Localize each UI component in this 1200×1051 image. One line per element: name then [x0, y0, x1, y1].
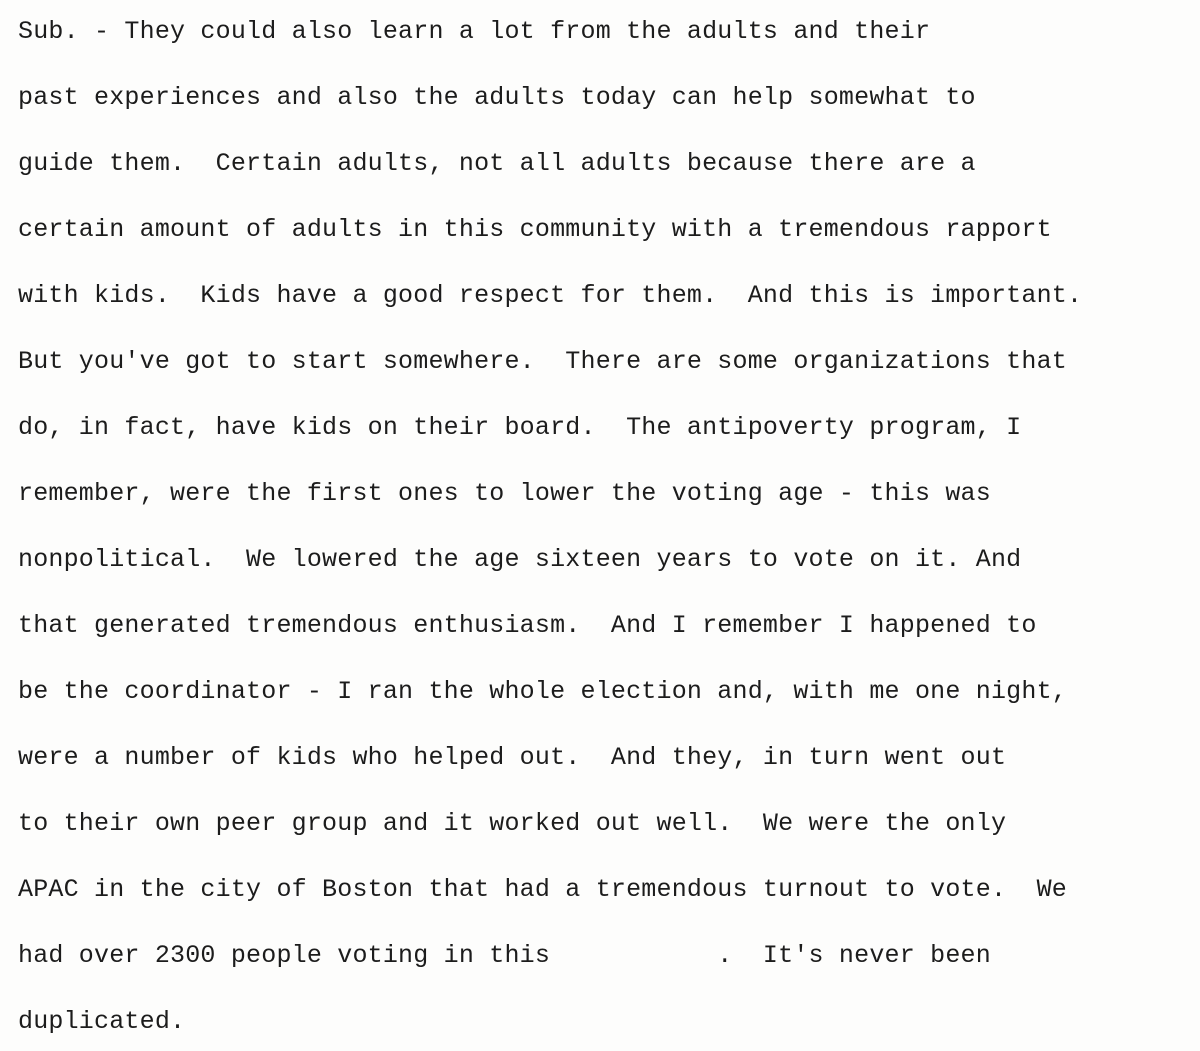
transcript-line: remember, were the first ones to lower the voting age - this was — [18, 479, 991, 508]
transcript-line: with kids. Kids have a good respect for them. And this is important. — [18, 281, 1083, 310]
transcript-line: be the coordinator - I ran the whole election and, with me one night, — [18, 677, 1067, 706]
transcript-line: do, in fact, have kids on their board. The antipoverty program, I — [18, 413, 1022, 442]
transcript-line: were a number of kids who helped out. And they, in turn went out — [18, 743, 1007, 772]
transcript-line: Sub. - They could also learn a lot from the adults and their — [18, 17, 931, 46]
transcript-line: certain amount of adults in this community with a tremendous rapport — [18, 215, 1052, 244]
transcript-line: guide them. Certain adults, not all adults because there are a — [18, 149, 976, 178]
transcript-line: to their own peer group and it worked out well. We were the only — [18, 809, 1007, 838]
transcript-line: past experiences and also the adults today can help somewhat to — [18, 83, 976, 112]
transcript-line: nonpolitical. We lowered the age sixteen years to vote on it. And — [18, 545, 1022, 574]
transcript-line: But you've got to start somewhere. There are some organizations that — [18, 347, 1067, 376]
transcript-line: had over 2300 people voting in this . It's never been — [18, 941, 991, 970]
transcript-line: that generated tremendous enthusiasm. And I remember I happened to — [18, 611, 1037, 640]
transcript-line: duplicated. — [18, 1007, 186, 1036]
transcript-line: APAC in the city of Boston that had a tremendous turnout to vote. We — [18, 875, 1067, 904]
